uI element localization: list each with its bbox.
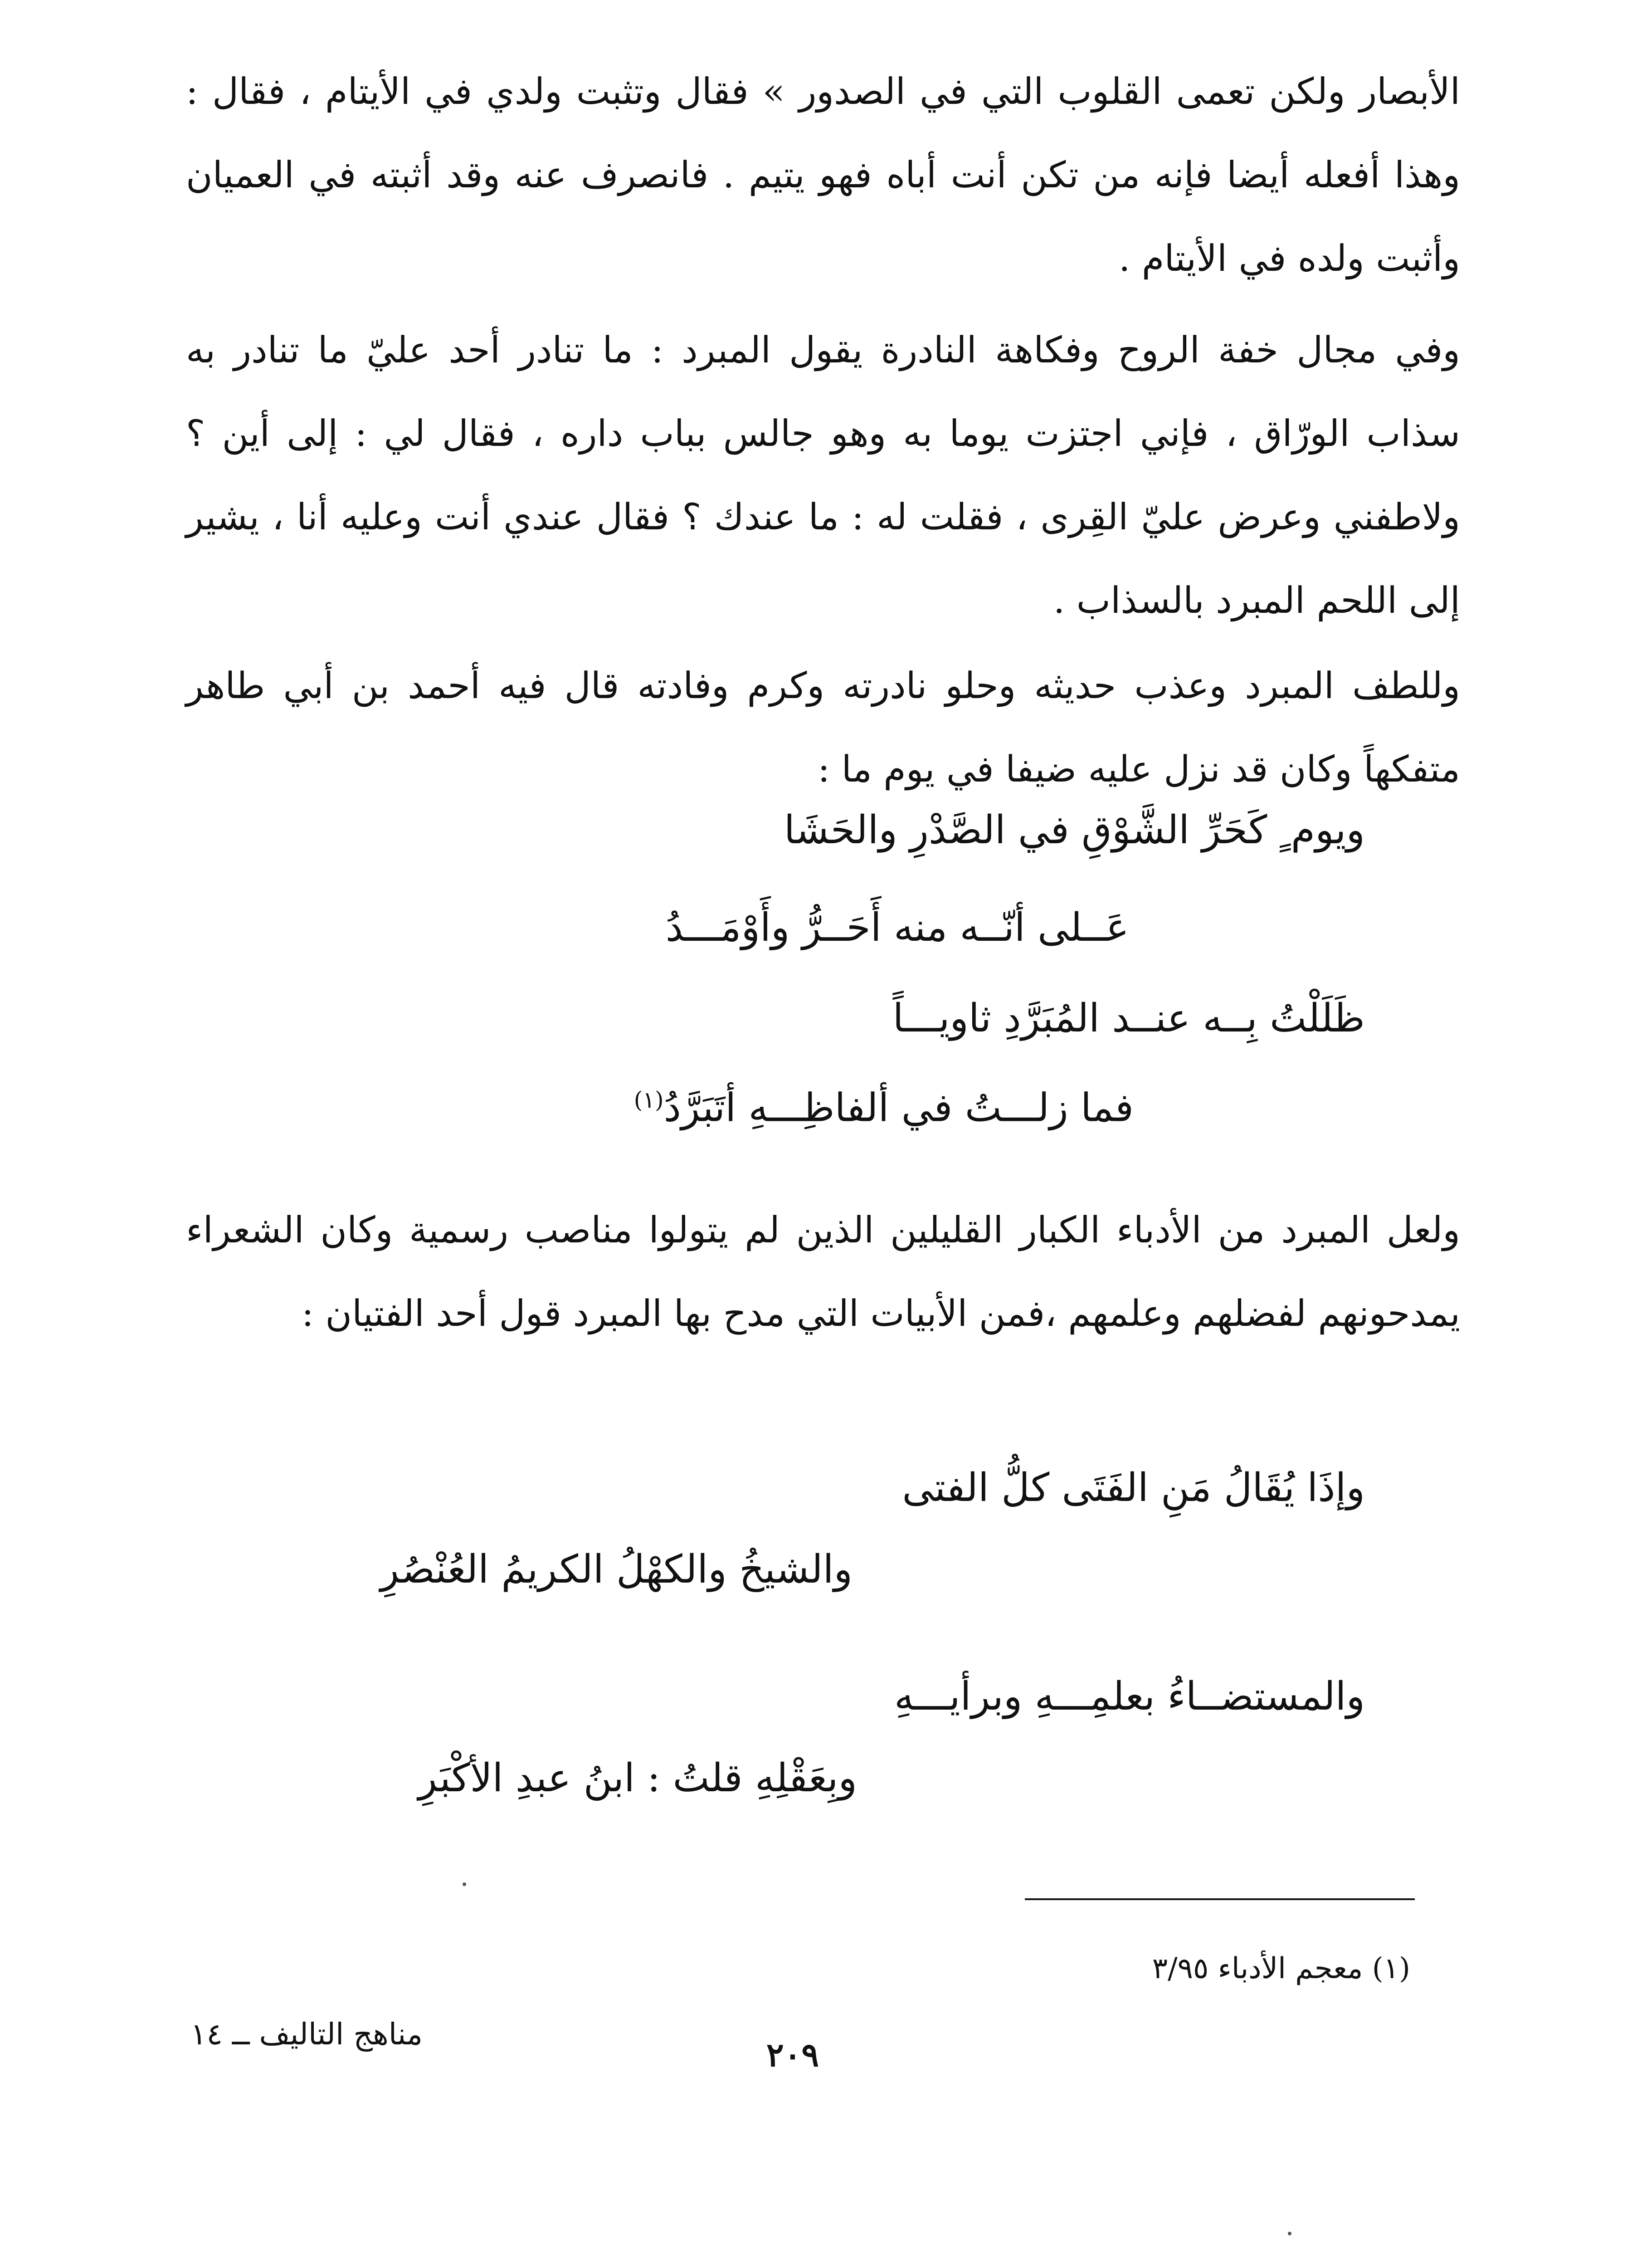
poem-1-line-4-text: فما زلـــتُ في ألفاظِـــهِ أتَبَرَّدُ	[663, 1085, 1134, 1131]
poem-1-line-1: ويوم ٍ كَحَرِّ الشَّوْقِ في الصَّدْرِ والحَشَا	[784, 807, 1365, 853]
poem-1-line-4	[634, 1073, 1134, 1135]
running-footer: مناهج التاليف ــ ١٤	[190, 2017, 423, 2052]
poem-1-line-3: ظَلَلْتُ بِــه عنــد المُبَرَّدِ ثاويـــاً	[892, 996, 1365, 1041]
footnote-rule	[1025, 1898, 1415, 1900]
footnote: (١) معجم الأدباء ٣/٩٥	[1152, 1952, 1410, 1985]
paragraph-3: وللطف المبرد وعذب حديثه وحلو نادرته وكرم وفادته قال فيه أحمد بن أبي طاهر متفكهاً وكان قد نزل عليه ضيفا في يوم ما :	[186, 665, 1460, 790]
poem-2-line-2: والشيخُ والكهْلُ الكريمُ العُنْصُرِ	[380, 1547, 853, 1592]
scan-speck	[463, 1882, 466, 1886]
page-number: ٢٠٩	[766, 2035, 819, 2074]
footnote-marker: (١)	[633, 1087, 664, 1113]
poem-2-line-4: وبِعَقْلِهِ قلتُ : ابنُ عبدِ الأكْبَرِ	[418, 1755, 857, 1801]
paragraph-1: الأبصار ولكن تعمى القلوب التي في الصدور » فقال وتثبت ولدي في الأيتام ، فقال : وهذا أفعله أيضا فإنه من تكن أنت أباه فهو يتيم . فانصرف عنه وقد أثبته في العميان وأثبت ولده في الأيتام .	[186, 70, 1460, 279]
paragraph-2: وفي مجال خفة الروح وفكاهة النادرة يقول المبرد : ما تنادر أحد عليّ ما تنادر به سذاب الورّاق ، فإني اجتزت يوما به وهو جالس بباب داره ، فقال لي : إلى أين ؟ ولاطفني وعرض عليّ القِرى ، فقلت له : ما عندك ؟ فقال عندي أنت وعليه أنا ، يشير إلى اللحم المبرد بالسذاب .	[186, 329, 1460, 621]
poem-2-line-3: والمستضــاءُ بعلمِـــهِ وبرأيـــهِ	[894, 1674, 1365, 1719]
scan-speck-2	[1288, 2232, 1291, 2235]
paragraph-4: ولعل المبرد من الأدباء الكبار القليلين الذين لم يتولوا مناصب رسمية وكان الشعراء يمدحونهم لفضلهم وعلمهم ،فمن الأبيات التي مدح بها المبرد قول أحد الفتيان :	[186, 1209, 1460, 1334]
poem-2-line-1: وإذَا يُقَالُ مَنِ الفَتَى كلُّ الفتى	[902, 1465, 1365, 1510]
poem-1-line-2: عَــلى أنّــه منه أَحَــرُّ وأَوْمَـــدُ	[665, 905, 1129, 950]
